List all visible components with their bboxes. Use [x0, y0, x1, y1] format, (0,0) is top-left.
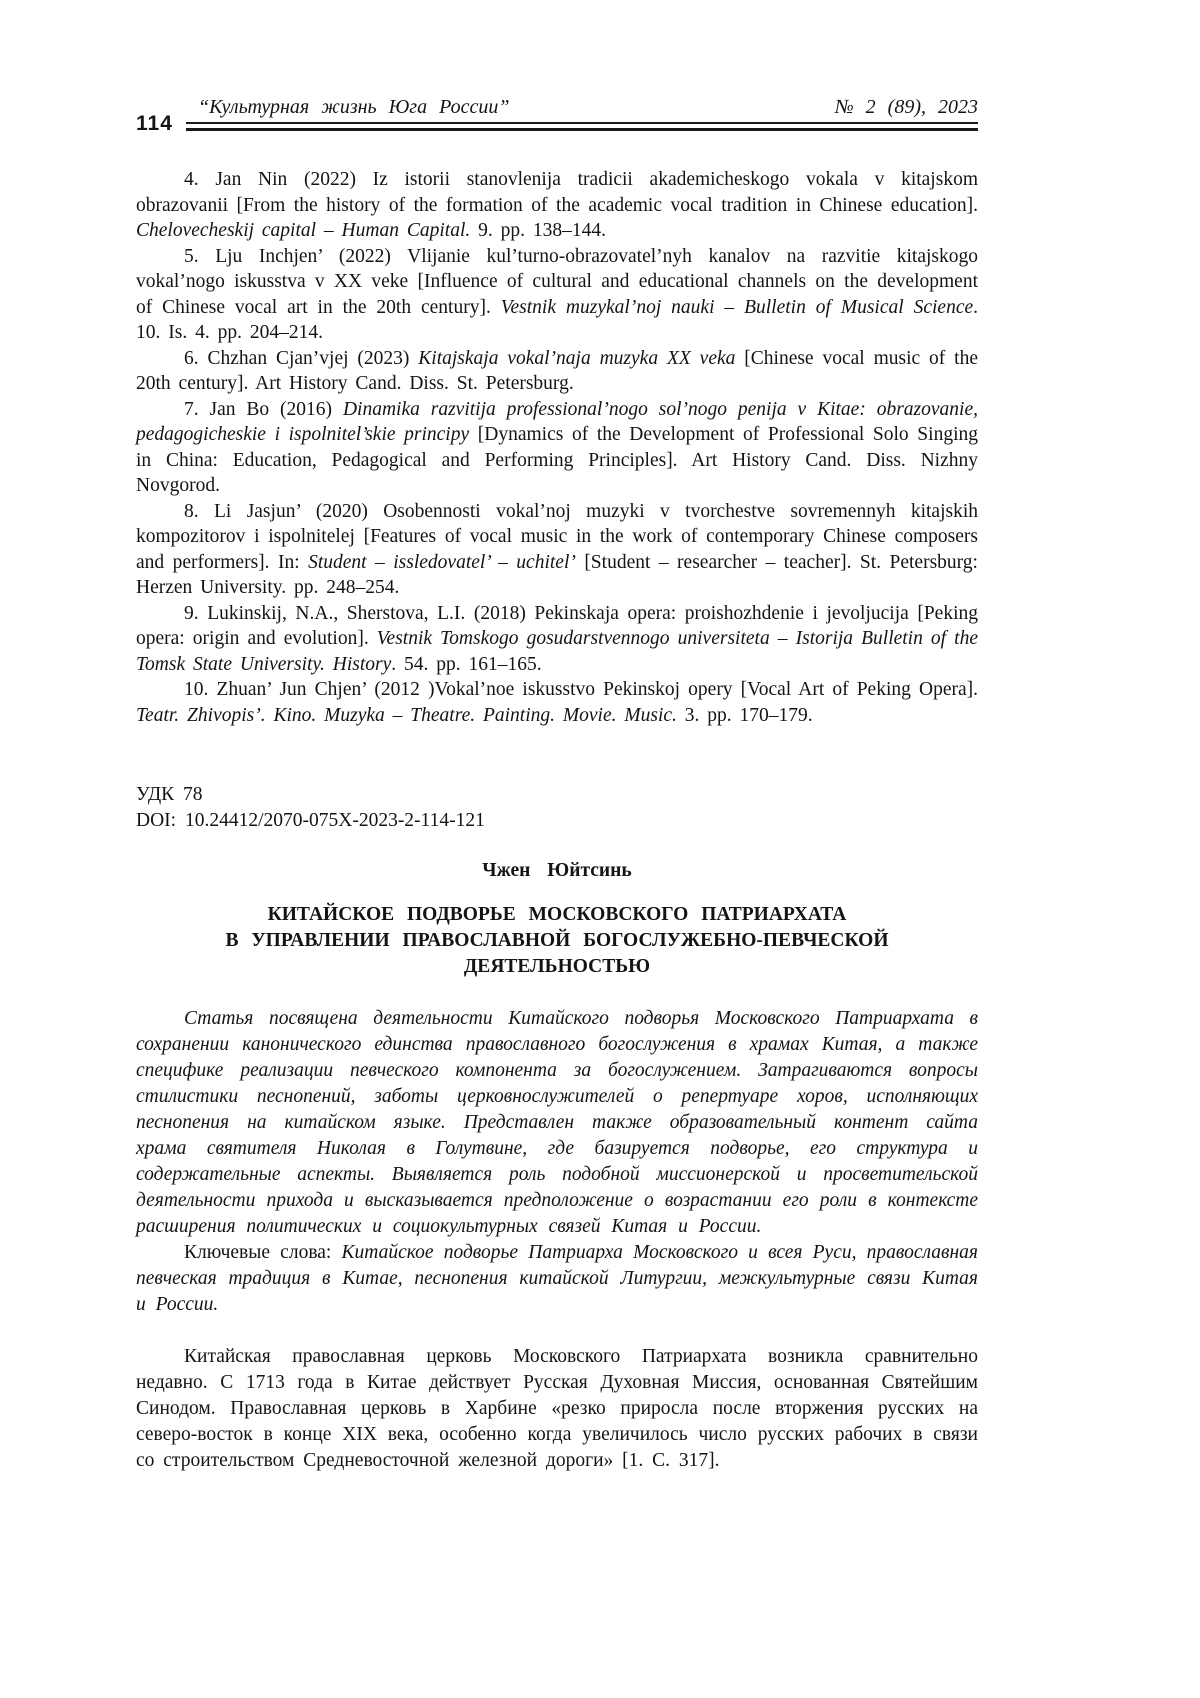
keywords-paragraph: [136, 1240, 978, 1318]
journal-title: “Культурная жизнь Юга России”: [198, 96, 510, 118]
reference-text: 4. Jan Nin (2022) Iz istorii stanovlenija tradicii akademicheskogo vokala v kitajskom obrazovanii [From the history of the formation of the academic vocal tradition in Chinese education].: [136, 169, 978, 216]
reference-source-title: Vestnik Tomskogo gosudarstvennogo universiteta – Istorija Bulletin of the Tomsk State University. History: [136, 628, 978, 675]
reference-text: 6. Chzhan Cjan’vjej (2023): [184, 347, 419, 369]
reference-item: [136, 499, 978, 601]
reference-text: 10. Zhuan’ Jun Chjen’ (2012 )Vokal’noe iskusstvo Pekinskoj opery [Vocal Art of Peking Opera].: [184, 679, 978, 700]
reference-item: [136, 346, 978, 397]
page-content: [136, 0, 978, 1474]
udk-line: УДК 78: [136, 784, 203, 805]
header-double-rule: [186, 122, 978, 131]
running-head-row: [136, 96, 978, 119]
reference-source-title: Chelovecheskij capital – Human Capital.: [136, 220, 471, 241]
reference-item: [136, 244, 978, 346]
reference-text: 9. pp. 138–144.: [470, 220, 606, 241]
reference-text: [Student – researcher – teacher]. St. Petersburg: Herzen University. pp. 248–254.: [136, 551, 978, 598]
doi-line: DOI: 10.24412/2070-075X-2023-2-114-121: [136, 810, 485, 831]
keywords-text: Китайское подворье Патриарха Московского и всея Руси, православная певческая традиция в Китае, песнопения китайской Литургии, межкультурные связи Китая и России.: [136, 1242, 978, 1315]
reference-text: . 54. pp. 161–165.: [391, 653, 542, 675]
references-list: [136, 167, 978, 728]
reference-item: [136, 397, 978, 499]
reference-source-title: Teatr. Zhivopis’. Kino. Muzyka – Theatre. Painting. Movie. Music.: [136, 704, 677, 726]
reference-source-title: Student – issledovatel’ – uchitel’: [308, 551, 576, 573]
author-name: Чжен Юйтсинь: [482, 860, 632, 881]
reference-text: 9. Lukinskij, N.A., Sherstova, L.I. (2018) Pekinskaja opera: proishozhdenie i jevoljucija [Peking opera: origin and evolution].: [136, 602, 978, 649]
reference-text: . 10. Is. 4. pp. 204–214.: [136, 296, 978, 343]
reference-text: [Chinese vocal music of the 20th century]. Art History Cand. Diss. St. Petersburg.: [136, 347, 978, 394]
reference-text: [Dynamics of the Development of Professional Solo Singing in China: Education, Pedagogical and Performing Principles]. Art History Cand. Diss. Nizhny Novgorod.: [136, 424, 978, 496]
reference-source-title: Kitajskaja vokal’naja muzyka XX veka: [418, 347, 736, 369]
reference-text: 5. Lju Inchjen’ (2022) Vlijanie kul’turno-obrazovatel’nyh kanalov na razvitie kitajskogo vokal’nogo iskusstva v XX veke [Influence of cultural and educational channels on the development of Chinese vocal art in the 20th century].: [136, 245, 978, 318]
reference-source-title: Vestnik muzykal’noj nauki – Bulletin of Musical Science: [500, 296, 974, 318]
page-number: 114: [136, 112, 173, 135]
issue-info: № 2 (89), 2023: [834, 96, 978, 118]
running-head: [136, 96, 978, 135]
reference-source-title: Dinamika razvitija professional’nogo sol’nogo penija v Kitae: obrazovanie, pedagogicheskie i ispolnitel’skie principy: [136, 398, 978, 445]
body-paragraph: Китайская православная церковь Московского Патриархата возникла сравнительно недавно. С 1713 года в Китае действует Русская Духовная Миссия, основанная Святейшим Синодом. Православная церковь в Харбине «резко приросла после вторжения русских на северо-восток в конце XIX века, особенно когда увеличилось число русских рабочих в связи со строительством Средневосточной железной дороги» [1. С. 317].: [136, 1346, 978, 1471]
abstract-paragraph: Статья посвящена деятельности Китайского подворья Московского Патриархата в сохранении канонического единства православного богослужения в храмах Китая, а также специфике реализации певческого компонента за богослужением. Затрагиваются вопросы стилистики песнопений, заботы церковнослужителей о репертуаре хоров, исполняющих песнопения на китайском языке. Представлен также образовательный контент сайта храма святителя Николая в Голутвине, где базируется подворье, его структура и содержательные аспекты. Выявляется роль подобной миссионерской и просветительской деятельности прихода и высказывается предположение о возрастании его роли в контексте расширения политических и социокультурных связей Китая и России.: [136, 1008, 978, 1237]
reference-item: [136, 601, 978, 678]
reference-text: 7. Jan Bo (2016): [184, 398, 343, 420]
article-title: КИТАЙСКОЕ ПОДВОРЬЕ МОСКОВСКОГО ПАТРИАРХАТА В УПРАВЛЕНИИ ПРАВОСЛАВНОЙ БОГОСЛУЖЕБНО-ПЕВЧЕСКОЙ ДЕЯТЕЛЬНОСТЬЮ: [225, 904, 889, 977]
keywords-label: Ключевые слова:: [184, 1242, 342, 1263]
reference-text: 3. pp. 170–179.: [676, 704, 813, 726]
reference-text: 8. Li Jasjun’ (2020) Osobennosti vokal’noj muzyki v tvorchestve sovremennyh kitajskih kompozitorov i ispolnitelej [Features of vocal music in the work of contemporary Chinese composers and performers]. In:: [136, 500, 978, 573]
article-meta: [136, 782, 978, 834]
reference-item: [136, 167, 978, 244]
reference-item: [136, 677, 978, 728]
